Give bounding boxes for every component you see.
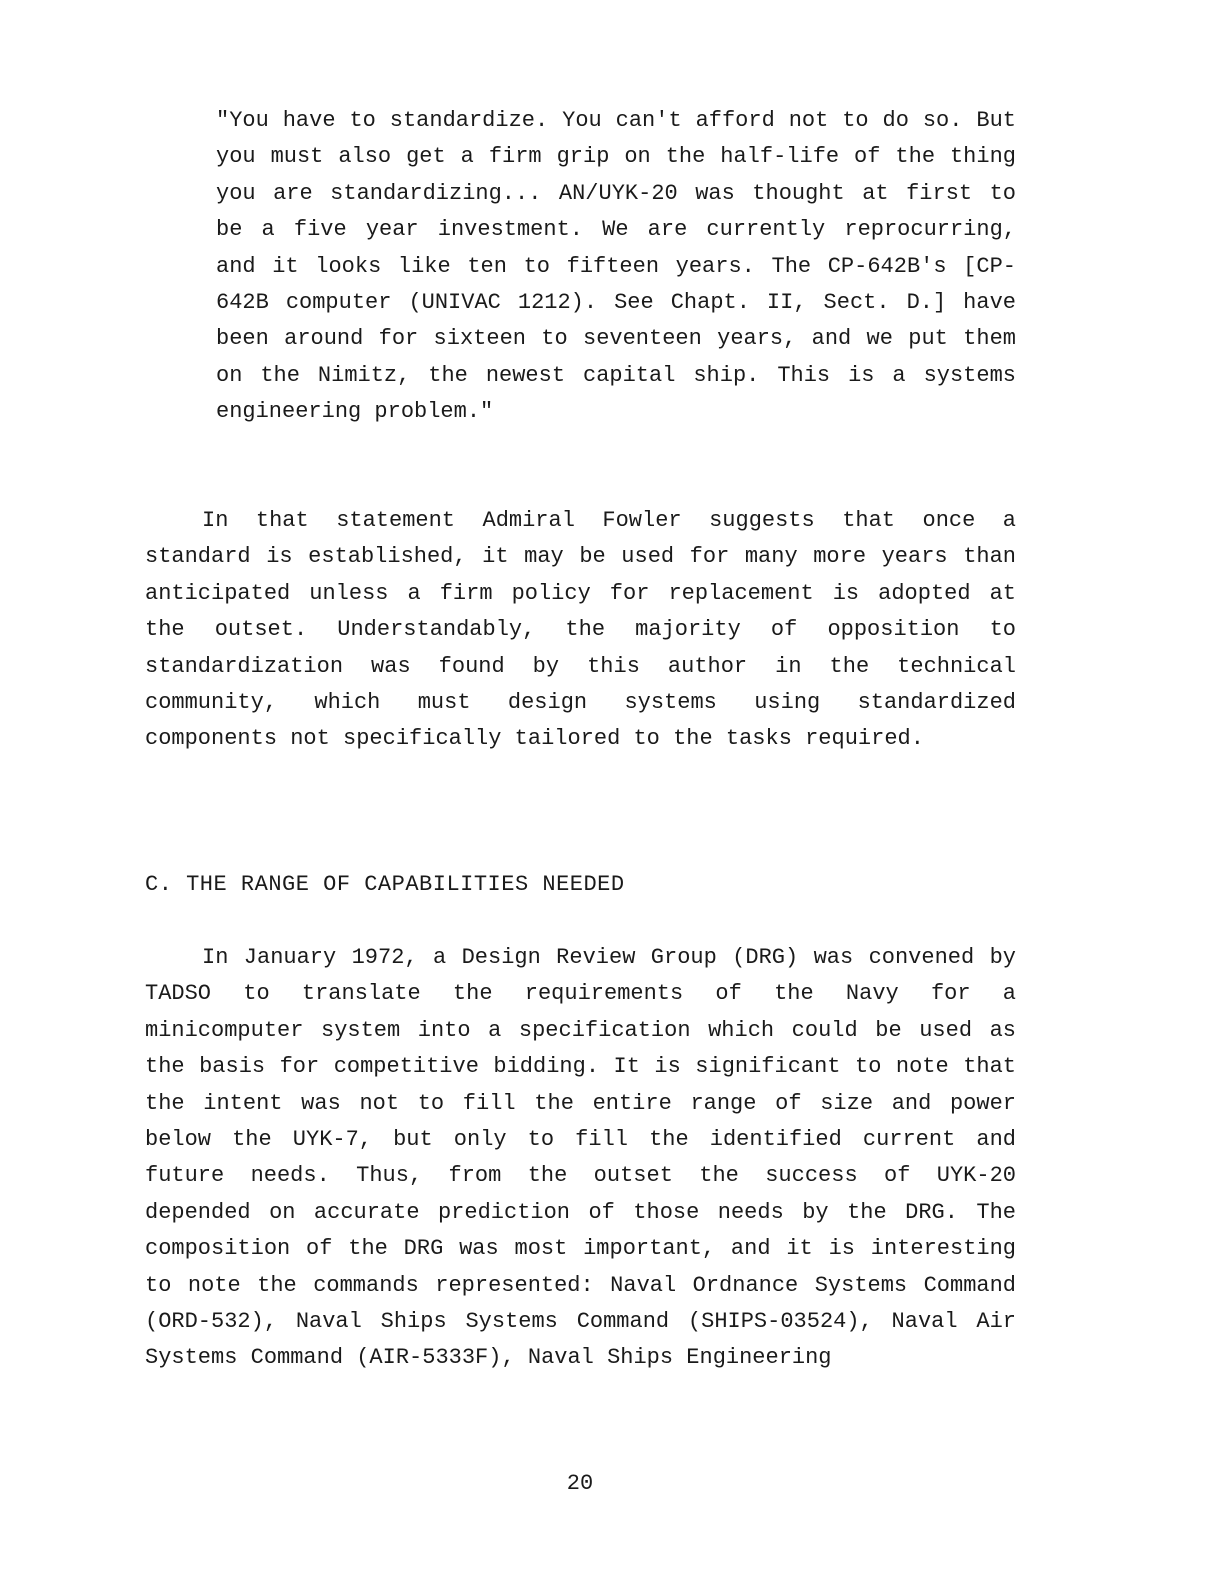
body-paragraph-fowler-statement: In that statement Admiral Fowler suggests that once a standard is established, it may be used for many more years than anticipated unless a firm policy for replacement is adopted at the outset. Understandably, the majority of opposition to standardization was found by this author in the technical community, which must design systems using standardized components not specifically tailored to the tasks required.	[145, 508, 1016, 752]
body-paragraph-design-review-group: In January 1972, a Design Review Group (DRG) was convened by TADSO to translate the requirements of the Navy for a minicomputer system into a specification which could be used as the basis for competitive bidding. It is significant to note that the intent was not to fill the entire range of size and power below the UYK-7, but only to fill the identified current and future needs. Thus, from the outset the success of UYK-20 depended on accurate prediction of those needs by the DRG. The composition of the DRG was most important, and it is interesting to note the commands represented: Naval Ordnance Systems Command (ORD-532), Naval Ships Systems Command (SHIPS-03524), Naval Air Systems Command (AIR-5333F), Naval Ships Engineering	[145, 945, 1016, 1371]
page-number: 20	[566, 1471, 594, 1496]
block-quote: "You have to standardize. You can't afford not to do so. But you must also get a firm grip on the half-life of the thing you are standardizing... AN/UYK-20 was thought at first to be a five year investment. We are currently reprocurring, and it looks like ten to fifteen years. The CP-642B's [CP-642B computer (UNIVAC 1212). See Chapt. II, Sect. D.] have been around for sixteen to seventeen years, and we put them on the Nimitz, the newest capital ship. This is a systems engineering problem."	[216, 108, 1016, 425]
section-heading: C. THE RANGE OF CAPABILITIES NEEDED	[145, 872, 625, 897]
